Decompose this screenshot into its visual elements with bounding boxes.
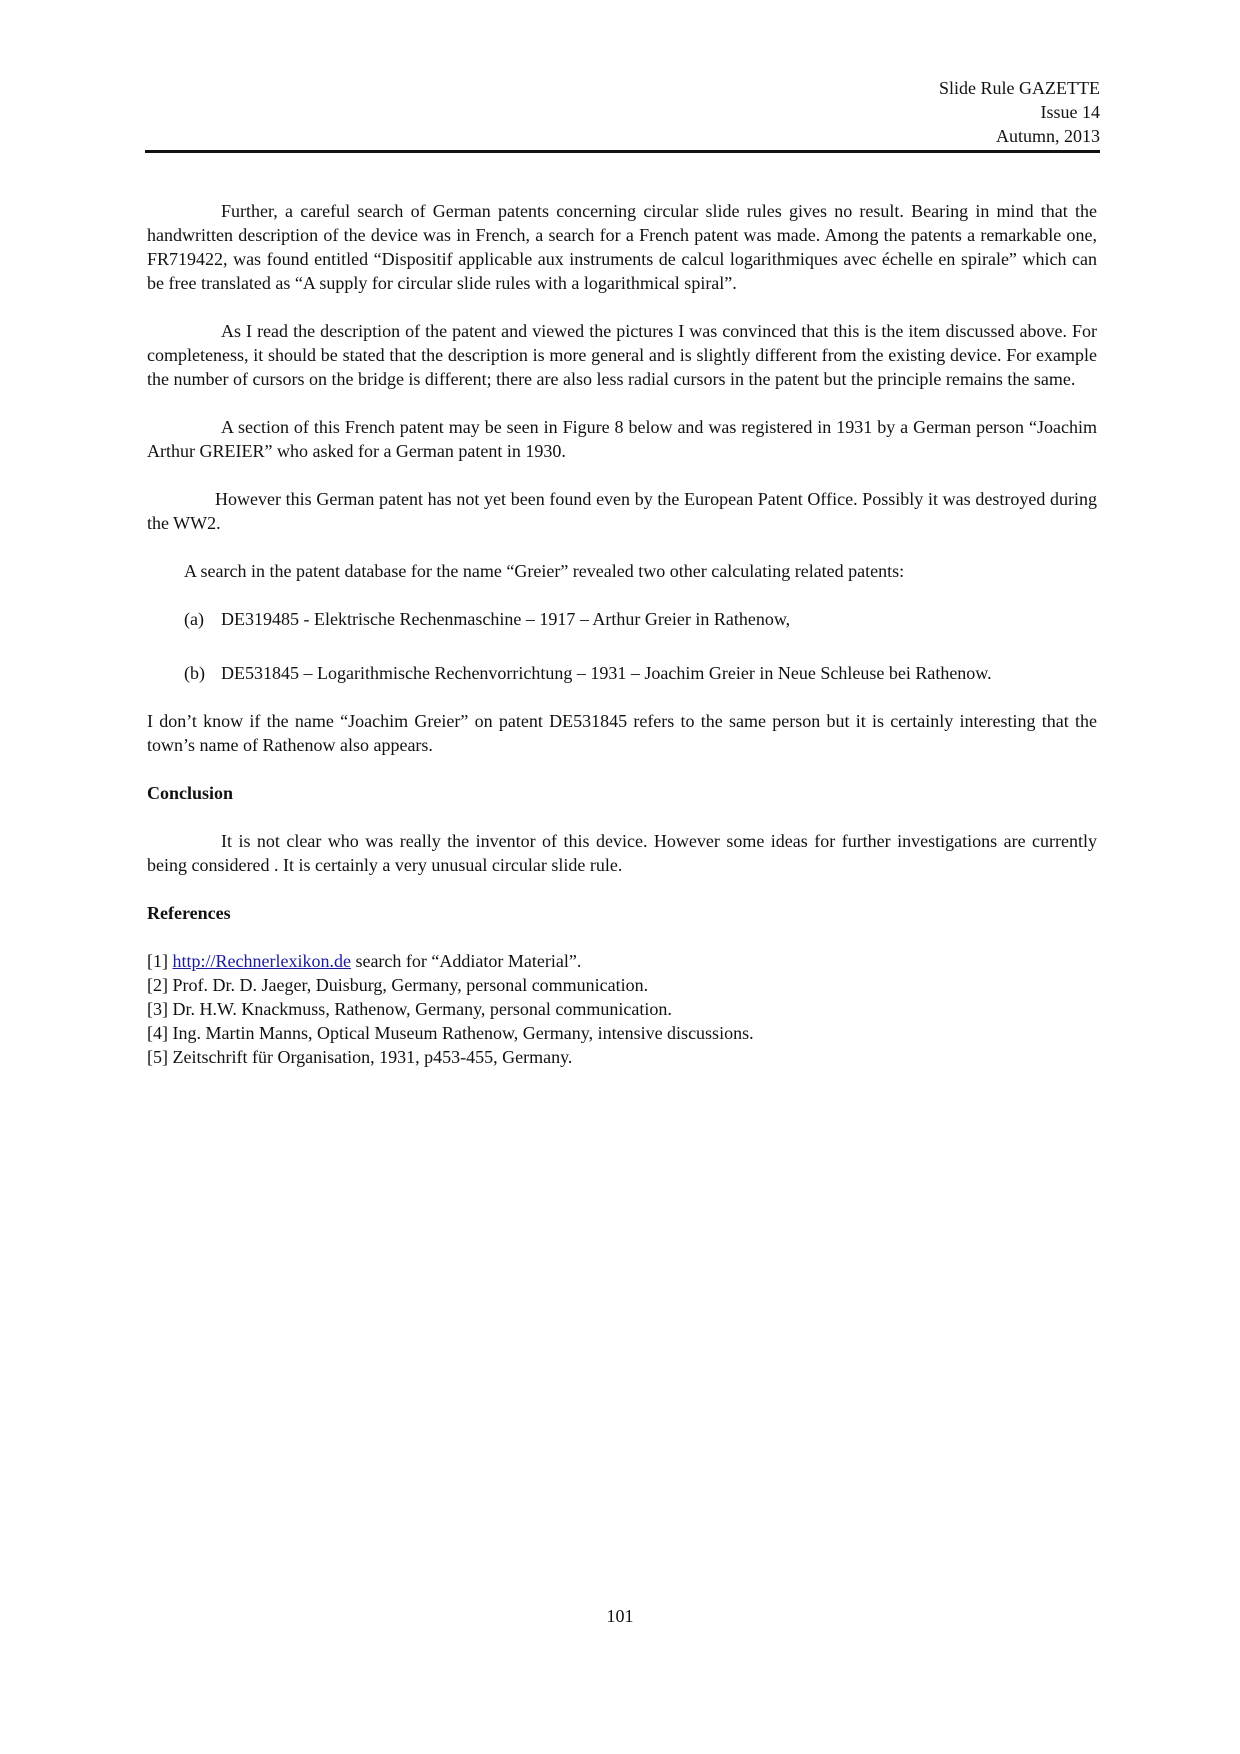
reference-item: [5] Zeitschrift für Organisation, 1931, p453-455, Germany. xyxy=(147,1047,573,1067)
paragraph-description: As I read the description of the patent and viewed the pictures I was convinced that this is the item discussed above. For completeness, it should be stated that the description is more general and is slightly different from the existing device. For example the number of cursors on the bridge is different; there are also less radial cursors in the patent but the principle remains the same. xyxy=(147,321,1097,389)
paragraph-german-patent: However this German patent has not yet been found even by the European Patent Office. Possibly it was destroyed during the WW2. xyxy=(147,489,1097,533)
reference-text: search for “Addiator Material”. xyxy=(350,951,582,971)
reference-item: [4] Ing. Martin Manns, Optical Museum Rathenow, Germany, intensive discussions. xyxy=(147,1023,754,1043)
paragraph-registration: A section of this French patent may be seen in Figure 8 below and was registered in 1931 by a German person “Joachim Arthur GREIER” who asked for a German patent in 1930. xyxy=(147,417,1097,461)
list-item xyxy=(184,661,1097,685)
list-item-text: DE531845 – Logarithmische Rechenvorrichtung – 1931 – Joachim Greier in Neue Schleuse bei Rathenow. xyxy=(221,663,992,683)
paragraph-same-person: I don’t know if the name “Joachim Greier” on patent DE531845 refers to the same person but it is certainly interesting that the town’s name of Rathenow also appears. xyxy=(147,711,1097,755)
list-item-label: (b) xyxy=(184,663,205,683)
publication-title: Slide Rule GAZETTE xyxy=(939,78,1100,98)
list-item xyxy=(184,607,1097,631)
reference-number: [1] xyxy=(147,951,173,971)
reference-item: [3] Dr. H.W. Knackmuss, Rathenow, Germany, personal communication. xyxy=(147,999,672,1019)
paragraph-conclusion: It is not clear who was really the inventor of this device. However some ideas for further investigations are currently being considered . It is certainly a very unusual circular slide rule. xyxy=(147,831,1097,875)
paragraph-french-patent: Further, a careful search of German patents concerning circular slide rules gives no result. Bearing in mind that the handwritten description of the device was in French, a search for a French patent was made. Among the patents a remarkable one, FR719422, was found entitled “Dispositif applicable aux instruments de calcul logarithmiques avec échelle en spirale” which can be free translated as “A supply for circular slide rules with a logarithmical spiral”. xyxy=(147,201,1097,293)
references-heading: References xyxy=(147,903,231,923)
issue-date: Autumn, 2013 xyxy=(995,126,1100,146)
list-item-label: (a) xyxy=(184,609,204,629)
rechnerlexikon-link[interactable]: http://Rechnerlexikon.de xyxy=(172,951,351,971)
reference-item: [2] Prof. Dr. D. Jaeger, Duisburg, Germany, personal communication. xyxy=(147,975,649,995)
conclusion-heading: Conclusion xyxy=(147,783,234,803)
reference-item xyxy=(147,949,1097,973)
page-number: 101 xyxy=(606,1606,634,1626)
list-item-text: DE319485 - Elektrische Rechenmaschine – 1917 – Arthur Greier in Rathenow, xyxy=(221,609,791,629)
references-list xyxy=(147,949,1097,1069)
paragraph-greier-search: A search in the patent database for the name “Greier” revealed two other calculating related patents: xyxy=(184,561,905,581)
article-body xyxy=(147,199,1097,1069)
page-header xyxy=(939,76,1100,148)
header-divider xyxy=(145,150,1100,153)
issue-number: Issue 14 xyxy=(1040,102,1100,122)
